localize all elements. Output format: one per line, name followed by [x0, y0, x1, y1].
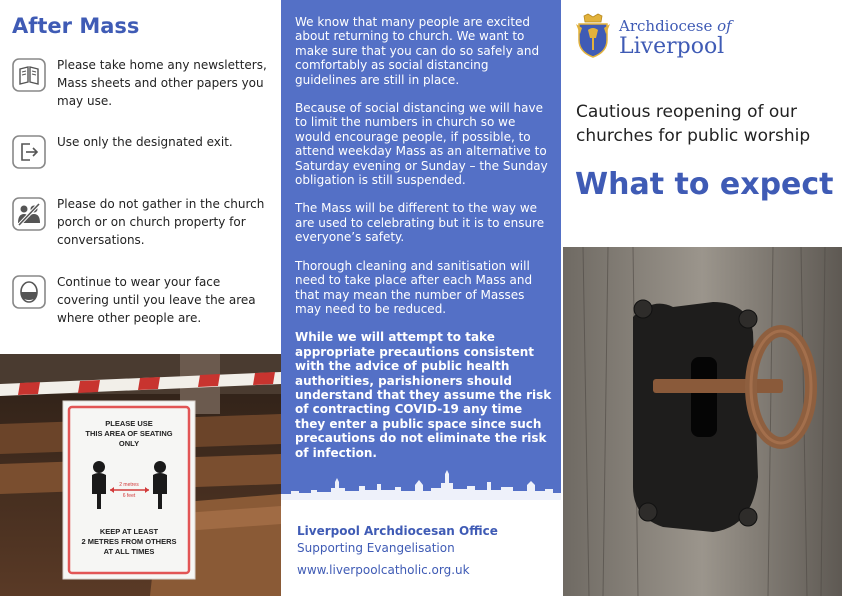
sign-line-5: 2 METRES FROM OTHERS — [81, 537, 177, 546]
key-in-door-photo — [563, 247, 842, 596]
instruction-text: Use only the designated exit. — [57, 135, 233, 149]
info-text — [295, 15, 553, 474]
after-mass-panel — [0, 0, 281, 596]
sign-line-1: PLEASE USE — [105, 419, 153, 428]
info-paragraph-1: We know that many people are excited about returning to church. We want to make sure that you can do so safely and comfortably as social distancing guidelines are still in place. — [295, 15, 540, 87]
instruction-item-newsletters — [12, 56, 274, 110]
sign-line-2: THIS AREA OF SEATING — [85, 429, 173, 438]
info-paragraph-2: Because of social distancing we will have to limit the numbers in church so we would encourage people, if possible, to attend weekday Mass as an alternative to Saturday evening or Sunday – the Sunday obligation is still suspended. — [295, 101, 548, 188]
liverpool-skyline-graphic — [281, 464, 561, 500]
no-gathering-icon — [12, 197, 46, 231]
instruction-text: Continue to wear your face covering until you leave the area where other people are. — [57, 275, 256, 325]
instruction-item-face-covering — [12, 273, 274, 327]
cover-title: What to expect — [575, 167, 834, 202]
website-link[interactable]: www.liverpoolcatholic.org.uk — [297, 563, 470, 577]
face-mask-icon — [12, 275, 46, 309]
seating-sign-photo — [0, 354, 281, 596]
instruction-item-exit — [12, 133, 274, 169]
office-tagline: Supporting Evangelisation — [297, 541, 455, 555]
logo-line-archdiocese: Archdiocese of — [619, 17, 732, 35]
info-paragraph-3: The Mass will be different to the way we are used to celebrating but it is to ensure everyone’s safety. — [295, 201, 545, 245]
office-name: Liverpool Archdiocesan Office — [297, 524, 498, 538]
instruction-text: Please do not gather in the church porch or on church property for conversations. — [57, 197, 265, 247]
archdiocese-crest-logo — [574, 12, 612, 58]
logo-line-liverpool: Liverpool — [619, 34, 725, 59]
instruction-item-no-gathering — [12, 195, 274, 249]
sign-distance-feet: 6 feet — [122, 493, 136, 499]
sign-distance-metres: 2 metres — [119, 482, 139, 488]
cover-panel — [561, 0, 842, 596]
risk-disclaimer: While we will attempt to take appropriate precautions consistent with the advice of public health authorities, parishioners should understand that they assume the risk of contracting COVID-19 any time they enter a public space since such precautions do not eliminate the risk of infection. — [295, 330, 552, 460]
sign-line-4: KEEP AT LEAST — [99, 527, 159, 536]
blue-info-box — [281, 0, 561, 500]
newspaper-icon — [12, 58, 46, 92]
cover-subtitle: Cautious reopening of our churches for public worship — [576, 102, 811, 146]
after-mass-heading: After Mass — [12, 14, 140, 38]
instruction-text: Please take home any newsletters, Mass sheets and other papers you may use. — [57, 58, 267, 108]
sign-line-3: ONLY — [118, 439, 140, 448]
information-panel — [281, 0, 561, 596]
exit-door-icon — [12, 135, 46, 169]
sign-line-6: AT ALL TIMES — [103, 547, 155, 556]
info-paragraph-4: Thorough cleaning and sanitisation will need to take place after each Mass and that may mean the number of Masses may need to be reduced. — [295, 258, 533, 316]
